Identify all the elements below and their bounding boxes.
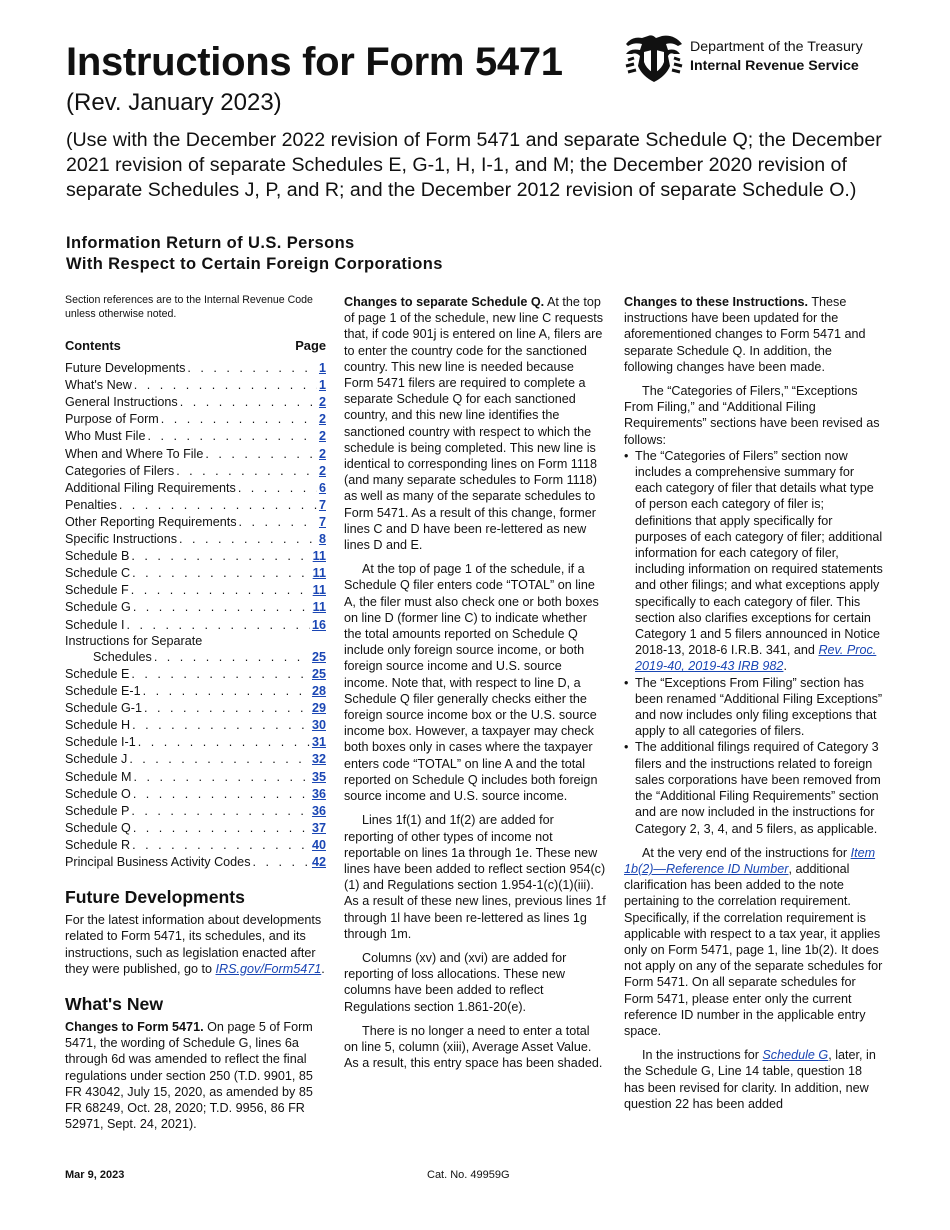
toc-item-page-link[interactable]: 2 — [318, 429, 326, 444]
toc-item-label: General Instructions — [65, 395, 178, 410]
irs-form5471-link[interactable]: IRS.gov/Form5471 — [215, 961, 322, 976]
toc-item-page-link[interactable]: 2 — [318, 463, 326, 478]
bullet-icon: • — [624, 448, 629, 463]
toc-leader-dots — [154, 649, 310, 665]
schedule-q-changes-paragraph: Changes to separate Schedule Q. At the top of page 1 of the schedule, new line C requests that, if code 901j is entered on line A, filers are to enter the country code for the sanctioned country. This new line is needed because Form 5471 filers are required to complete a separate Schedule Q for each sanctioned country, and this new line identifies the sanctioned country with respect to which the schedule is being completed. This new line is identical to corresponding lines on Form 1118 (and many separate schedules to Form 1118) as well as many of the separate schedules to Form 5471. As a result of this change, former lines C and D have been re-lettered as new lines D and E. — [344, 295, 604, 553]
toc-leader-dots — [131, 548, 310, 564]
toc-item-label: Schedule H — [65, 718, 131, 733]
toc-item-page-link[interactable]: 36 — [311, 786, 326, 801]
toc-leader-dots — [132, 565, 311, 581]
toc-item[interactable] — [65, 751, 326, 768]
agency-line-1: Department of the Treasury — [690, 39, 863, 55]
toc-leader-dots — [161, 411, 317, 427]
revision-date: (Rev. January 2023) — [66, 89, 282, 116]
toc-item-page-link[interactable]: 8 — [318, 532, 326, 547]
toc-item[interactable] — [65, 682, 326, 699]
toc-leader-dots — [119, 497, 317, 513]
toc-item[interactable] — [65, 410, 326, 427]
bullet-additional-filings: • The additional filings required of Category 3 filers and the instructions related to foreign sales corporations have been removed from the “Additional Filing Requirements” section and are now included in the instructions for Category 2, 3, 4, and 5 filers, as applicable. — [624, 740, 881, 836]
toc-item[interactable] — [65, 547, 326, 564]
bullet-categories-of-filers: • The “Categories of Filers” section now includes a comprehensive summary for each category of filer that details what type of person each category of filer is; definitions that apply specifically for purposes of each category of filer; additional information for each category of filer, including information on required statements and other filings; and what exceptions apply specifically to each category of filer. This section also clarifies exceptions for certain Category 1 and 5 filers announced in Notice 2018-13, 2018-6 I.R.B. 341, and Rev. Proc. 2019-40, 2019-43 IRB 982. — [624, 448, 883, 674]
toc-item-page-link[interactable]: 11 — [312, 583, 326, 598]
reference-id-paragraph: At the very end of the instructions for Item 1b(2)—Reference ID Number, additional clarification has been added to the note pertaining to the correlation requirement. Specifically, if the correlation requirement is applicable with respect to a tax year, it applies only on Form 5471, page 1, line 1b(2). It does not apply on any of the separate schedules for Form 5471. On all separate schedules for Form 5471, please enter only the current reference ID number in the applicable entry space. — [624, 845, 883, 1038]
toc-item-page-link[interactable]: 31 — [311, 735, 326, 750]
toc-item-label: What's New — [65, 378, 132, 393]
toc-item[interactable] — [65, 665, 326, 682]
toc-item[interactable] — [65, 462, 326, 479]
bullet-icon: • — [624, 740, 629, 755]
toc-item-label: Who Must File — [65, 429, 146, 444]
toc-item[interactable] — [65, 699, 326, 716]
toc-item-label: Schedule B — [65, 549, 130, 564]
item-1b2-link[interactable]: Item 1b(2)—Reference ID Number — [624, 845, 876, 876]
toc-item[interactable] — [65, 599, 326, 616]
toc-item[interactable] — [65, 768, 326, 785]
subtitle-line-2: With Respect to Certain Foreign Corporations — [66, 255, 443, 273]
toc-leader-dots — [176, 463, 317, 479]
instructions-changes-paragraph: Changes to these Instructions. These instructions have been updated for the aforementioned changes to Form 5471 and separate Schedule Q. In addition, the following changes have been made. — [624, 295, 866, 374]
toc-item[interactable] — [65, 616, 326, 633]
toc-item-label: Purpose of Form — [65, 412, 159, 427]
toc-leader-dots — [127, 617, 310, 633]
toc-item-label: Schedule F — [65, 583, 129, 598]
toc-leader-dots — [133, 599, 311, 615]
toc-item-page-link[interactable]: 25 — [311, 649, 326, 664]
toc-item[interactable] — [65, 479, 326, 496]
toc-leader-dots — [131, 666, 310, 682]
toc-item-page-link[interactable]: 2 — [318, 412, 326, 427]
agency-name — [690, 38, 863, 76]
toc-item-label: Schedule E-1 — [65, 684, 141, 699]
toc-item-page-link[interactable]: 7 — [318, 497, 326, 512]
toc-heading: Contents — [65, 338, 121, 353]
toc-item[interactable] — [65, 733, 326, 750]
toc-leader-dots — [147, 428, 317, 444]
toc-item-label: Schedule R — [65, 837, 131, 852]
schedule-q-changes-heading: Changes to separate Schedule Q. — [344, 295, 545, 309]
toc-item-label: Schedule G — [65, 600, 131, 615]
toc-item-label: Schedule G-1 — [65, 701, 143, 716]
toc-item-page-link[interactable]: 11 — [312, 549, 326, 564]
toc-leader-dots — [180, 394, 317, 410]
toc-item[interactable] — [65, 853, 326, 870]
toc-leader-dots — [144, 700, 310, 716]
toc-leader-dots — [132, 837, 310, 853]
toc-item[interactable] — [65, 819, 326, 836]
toc-item-label: Instructions for Separate — [65, 633, 203, 648]
toc-item[interactable] — [65, 581, 326, 598]
catalog-number: Cat. No. 49959G — [427, 1169, 510, 1181]
toc-item[interactable] — [65, 530, 326, 547]
use-with-note: (Use with the December 2022 revision of Form 5471 and separate Schedule Q; the December 2021 revision of separate Schedules E, G-1, H, I-1, and M; the December 2020 revision of separate Schedules J, P, and R; and the December 2012 revision of separate Schedule O.) — [66, 129, 882, 201]
toc-leader-dots — [133, 820, 310, 836]
instructions-changes-heading: Changes to these Instructions. — [624, 295, 809, 309]
toc-item-label: Schedule Q — [65, 820, 131, 835]
toc-item-label: Schedule M — [65, 769, 132, 784]
schedule-g-link[interactable]: Schedule G — [762, 1048, 829, 1063]
toc-item-page-link[interactable]: 36 — [311, 803, 326, 818]
rev-proc-link[interactable]: Rev. Proc. 2019-40, 2019-43 IRB 982 — [635, 643, 877, 674]
toc-leader-dots — [187, 360, 317, 376]
toc-item-label-continued: Schedules — [93, 649, 152, 664]
toc-item-page-link[interactable]: 7 — [318, 514, 326, 529]
toc-item-label: Schedule O — [65, 786, 131, 801]
toc-item[interactable] — [65, 445, 326, 462]
toc-item-label: Schedule E — [65, 667, 130, 681]
toc-item[interactable] — [65, 633, 326, 665]
toc-item-label: Schedule P — [65, 803, 130, 818]
toc-leader-dots — [179, 531, 317, 547]
toc-item-label: Additional Filing Requirements — [65, 480, 236, 495]
bullet-exceptions-from-filing: • The “Exceptions From Filing” section has been renamed “Additional Filing Exceptions” and now includes only filing exceptions that apply to all categories of filers. — [624, 675, 883, 739]
column-3 — [624, 294, 884, 1120]
toc-item-page-link[interactable]: 6 — [318, 480, 326, 495]
toc-item-label: When and Where To File — [65, 446, 204, 461]
column-1 — [65, 294, 326, 1140]
toc-item-page-link[interactable]: 1 — [318, 378, 326, 393]
toc-item-page-link[interactable]: 25 — [311, 667, 326, 681]
changes-form-5471-paragraph: Changes to Form 5471. On page 5 of Form 5471, the wording of Schedule G, lines 6a through 6d was amended to reflect the final regulations under section 250 (T.D. 9901, 85 FR 43042, July 15, 2020, as amended by 85 FR 68249, Oct. 28, 2020; T.D. 9956, 86 FR 52971, Sept. 24, 2021). — [65, 1020, 313, 1132]
toc-item-page-link[interactable]: 30 — [311, 718, 326, 733]
toc-item[interactable] — [65, 802, 326, 819]
toc-leader-dots — [238, 480, 317, 496]
toc-leader-dots — [138, 734, 310, 750]
toc-item-label: Future Developments — [65, 361, 186, 376]
toc-item[interactable] — [65, 428, 326, 445]
toc-item-page-link[interactable]: 28 — [311, 684, 326, 699]
toc-leader-dots — [132, 717, 310, 733]
toc-item[interactable] — [65, 564, 326, 581]
toc-item-label: Schedule J — [65, 752, 128, 767]
toc-page-heading: Page — [295, 338, 326, 353]
toc-leader-dots — [131, 803, 310, 819]
toc-item[interactable] — [65, 513, 326, 530]
column-2 — [344, 294, 606, 1079]
toc-item-page-link[interactable]: 11 — [312, 600, 326, 615]
toc-item-page-link[interactable]: 40 — [311, 837, 326, 852]
toc-item[interactable] — [65, 393, 326, 410]
toc-leader-dots — [133, 786, 310, 802]
toc-leader-dots — [205, 446, 317, 462]
irs-eagle-logo-icon — [622, 32, 686, 86]
toc-item-page-link[interactable]: 35 — [311, 769, 326, 784]
toc-item-label: Specific Instructions — [65, 532, 177, 547]
toc-item-label: Schedule C — [65, 566, 131, 581]
paragraph-lines-1f: Lines 1f(1) and 1f(2) are added for reporting of other types of income not reportable on lines 1a through 1e. These new lines have been added to reflect section 954(c)(1) and Regulations section 1.954-1(c)(1)(iii). As a result of these new lines, previous lines 1f through 1l have been re-lettered as lines 1g through 1m. — [344, 813, 606, 941]
toc-item[interactable] — [65, 785, 326, 802]
paragraph-columns-xv-xvi: Columns (xv) and (xvi) are added for reporting of loss allocations. These new columns have been added to reflect Regulations section 1.861-20(e). — [344, 950, 567, 1014]
toc-item[interactable] — [65, 376, 326, 393]
paragraph-total-code: At the top of page 1 of the schedule, if a Schedule Q filer enters code “TOTAL” on line A, the filer must also check one or both boxes on line D (former line C) to indicate whether the total amounts reported on Schedule Q include only foreign source income, or both foreign source income and U.S. source income. Note that, with respect to line D, a Schedule Q filer generally checks either the foreign source income box or the U.S. source income box. However, a taxpayer may check both boxes only in cases where the taxpayer enters code “TOTAL” on line A and the total reported on Schedule Q includes both foreign source income and U.S. source income. — [344, 562, 599, 804]
toc-item-page-link[interactable]: 2 — [318, 446, 326, 461]
agency-line-2: Internal Revenue Service — [690, 58, 859, 74]
toc-item-page-link[interactable]: 42 — [311, 855, 326, 870]
toc-leader-dots — [134, 377, 317, 393]
toc-item-label: Categories of Filers — [65, 463, 175, 478]
bullet-icon: • — [624, 675, 629, 690]
future-developments-text: For the latest information about developments related to Form 5471, its schedules, and its instructions, such as legislation enacted after they were published, go to IRS.gov/Form5471. — [65, 913, 325, 976]
toc-item-label: Other Reporting Requirements — [65, 514, 237, 529]
toc-leader-dots — [131, 582, 311, 598]
toc-item-label: Schedule I-1 — [65, 735, 136, 750]
toc-item-label: Principal Business Activity Codes — [65, 855, 251, 870]
form-subtitle — [66, 233, 443, 275]
toc-item-page-link[interactable]: 2 — [318, 395, 326, 410]
paragraph-line-5-total: There is no longer a need to enter a total on line 5, column (xiii), Average Asset Value. As a result, this entry space has been shaded. — [344, 1023, 603, 1071]
toc-leader-dots — [134, 769, 310, 785]
subtitle-line-1: Information Return of U.S. Persons — [66, 234, 355, 252]
toc-item[interactable] — [65, 836, 326, 853]
whats-new-heading: What's New — [65, 994, 164, 1015]
schedule-g-paragraph: In the instructions for Schedule G, later, in the Schedule G, Line 14 table, question 18 has been revised for clarity. In addition, new question 22 has been added — [624, 1048, 876, 1111]
toc-item-page-link[interactable]: 29 — [311, 701, 326, 716]
toc-item[interactable] — [65, 716, 326, 733]
changes-form-5471-heading: Changes to Form 5471. — [65, 1020, 204, 1035]
table-of-contents — [65, 359, 326, 870]
toc-leader-dots — [129, 751, 310, 767]
toc-item-page-link[interactable]: 11 — [312, 566, 326, 581]
footer-date: Mar 9, 2023 — [65, 1169, 125, 1181]
toc-item[interactable] — [65, 496, 326, 513]
toc-leader-dots — [239, 514, 317, 530]
toc-item-page-link[interactable]: 16 — [311, 617, 326, 632]
toc-item[interactable] — [65, 359, 326, 376]
toc-item-label: Schedule I — [65, 617, 125, 632]
toc-header — [65, 338, 326, 354]
section-references-note: Section references are to the Internal Revenue Code unless otherwise noted. — [65, 294, 313, 320]
toc-leader-dots — [143, 683, 310, 699]
sections-revised-paragraph: The “Categories of Filers,” “Exceptions From Filing,” and “Additional Filing Requirements” sections have been revised as follows: — [624, 384, 880, 447]
toc-item-page-link[interactable]: 32 — [311, 752, 326, 767]
future-developments-heading: Future Developments — [65, 887, 245, 908]
toc-item-page-link[interactable]: 37 — [311, 820, 326, 835]
toc-leader-dots — [253, 854, 310, 870]
toc-item-page-link[interactable]: 1 — [318, 361, 326, 376]
toc-item-label: Penalties — [65, 497, 117, 512]
page-title: Instructions for Form 5471 — [66, 40, 563, 84]
